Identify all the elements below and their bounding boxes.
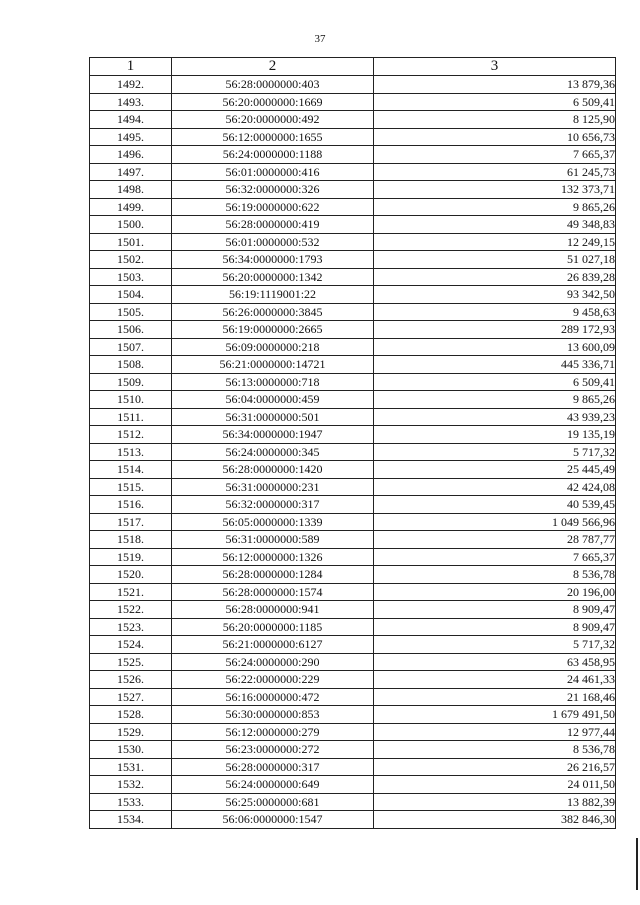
cadastral-number: 56:28:0000000:419 <box>172 216 374 234</box>
row-number: 1528. <box>90 706 172 724</box>
table-row <box>90 76 616 94</box>
table-row <box>90 408 616 426</box>
cadastral-number: 56:31:0000000:231 <box>172 478 374 496</box>
row-number: 1495. <box>90 128 172 146</box>
table-row <box>90 426 616 444</box>
table-row <box>90 601 616 619</box>
cadastral-value: 49 348,83 <box>374 216 616 234</box>
table-row <box>90 618 616 636</box>
cadastral-value: 289 172,93 <box>374 321 616 339</box>
table-row <box>90 251 616 269</box>
row-number: 1509. <box>90 373 172 391</box>
cadastral-number: 56:26:0000000:3845 <box>172 303 374 321</box>
row-number: 1515. <box>90 478 172 496</box>
cadastral-value-table <box>89 57 616 829</box>
table-row <box>90 776 616 794</box>
cadastral-number: 56:24:0000000:290 <box>172 653 374 671</box>
table-row <box>90 548 616 566</box>
cadastral-value: 6 509,41 <box>374 373 616 391</box>
cadastral-value: 1 679 491,50 <box>374 706 616 724</box>
table-row <box>90 671 616 689</box>
table-body <box>90 76 616 829</box>
table-row <box>90 356 616 374</box>
row-number: 1499. <box>90 198 172 216</box>
row-number: 1513. <box>90 443 172 461</box>
table-row <box>90 111 616 129</box>
row-number: 1504. <box>90 286 172 304</box>
cadastral-value: 51 027,18 <box>374 251 616 269</box>
cadastral-value: 25 445,49 <box>374 461 616 479</box>
row-number: 1531. <box>90 758 172 776</box>
cadastral-value: 63 458,95 <box>374 653 616 671</box>
cadastral-number: 56:20:0000000:1342 <box>172 268 374 286</box>
cadastral-number: 56:13:0000000:718 <box>172 373 374 391</box>
cadastral-value: 6 509,41 <box>374 93 616 111</box>
cadastral-value: 26 216,57 <box>374 758 616 776</box>
row-number: 1496. <box>90 146 172 164</box>
cadastral-value: 10 656,73 <box>374 128 616 146</box>
row-number: 1494. <box>90 111 172 129</box>
cadastral-value: 13 879,36 <box>374 76 616 94</box>
table-row <box>90 758 616 776</box>
table-row <box>90 216 616 234</box>
cadastral-value: 93 342,50 <box>374 286 616 304</box>
cadastral-number: 56:34:0000000:1947 <box>172 426 374 444</box>
cadastral-number: 56:01:0000000:416 <box>172 163 374 181</box>
row-number: 1518. <box>90 531 172 549</box>
cadastral-number: 56:23:0000000:272 <box>172 741 374 759</box>
table-row <box>90 338 616 356</box>
row-number: 1507. <box>90 338 172 356</box>
cadastral-value: 8 909,47 <box>374 601 616 619</box>
cadastral-number: 56:20:0000000:1185 <box>172 618 374 636</box>
cadastral-number: 56:32:0000000:317 <box>172 496 374 514</box>
cadastral-value: 7 665,37 <box>374 548 616 566</box>
row-number: 1508. <box>90 356 172 374</box>
cadastral-number: 56:31:0000000:501 <box>172 408 374 426</box>
cadastral-value: 132 373,71 <box>374 181 616 199</box>
cadastral-value: 9 865,26 <box>374 198 616 216</box>
cadastral-value: 8 536,78 <box>374 741 616 759</box>
table-row <box>90 531 616 549</box>
row-number: 1521. <box>90 583 172 601</box>
table-row <box>90 478 616 496</box>
cadastral-number: 56:28:0000000:403 <box>172 76 374 94</box>
cadastral-value: 19 135,19 <box>374 426 616 444</box>
cadastral-number: 56:09:0000000:218 <box>172 338 374 356</box>
cadastral-number: 56:21:0000000:14721 <box>172 356 374 374</box>
cadastral-value: 445 336,71 <box>374 356 616 374</box>
column-header-3: 3 <box>374 58 616 76</box>
table-row <box>90 391 616 409</box>
row-number: 1512. <box>90 426 172 444</box>
row-number: 1497. <box>90 163 172 181</box>
cadastral-value: 12 977,44 <box>374 723 616 741</box>
table-header-row <box>90 58 616 76</box>
row-number: 1526. <box>90 671 172 689</box>
table-row <box>90 321 616 339</box>
cadastral-number: 56:22:0000000:229 <box>172 671 374 689</box>
row-number: 1529. <box>90 723 172 741</box>
row-number: 1517. <box>90 513 172 531</box>
table-row <box>90 566 616 584</box>
table-row <box>90 723 616 741</box>
cadastral-number: 56:34:0000000:1793 <box>172 251 374 269</box>
table-row <box>90 583 616 601</box>
row-number: 1514. <box>90 461 172 479</box>
row-number: 1505. <box>90 303 172 321</box>
table-row <box>90 706 616 724</box>
cadastral-value: 26 839,28 <box>374 268 616 286</box>
cadastral-number: 56:28:0000000:1420 <box>172 461 374 479</box>
row-number: 1493. <box>90 93 172 111</box>
cadastral-number: 56:28:0000000:941 <box>172 601 374 619</box>
table-row <box>90 163 616 181</box>
table-row <box>90 286 616 304</box>
cadastral-value: 21 168,46 <box>374 688 616 706</box>
cadastral-value: 382 846,30 <box>374 811 616 829</box>
cadastral-number: 56:24:0000000:345 <box>172 443 374 461</box>
table-row <box>90 688 616 706</box>
cadastral-number: 56:20:0000000:492 <box>172 111 374 129</box>
table-row <box>90 443 616 461</box>
table-row <box>90 128 616 146</box>
row-number: 1500. <box>90 216 172 234</box>
row-number: 1501. <box>90 233 172 251</box>
table-row <box>90 461 616 479</box>
column-header-2: 2 <box>172 58 374 76</box>
cadastral-value: 5 717,32 <box>374 636 616 654</box>
cadastral-number: 56:12:0000000:1326 <box>172 548 374 566</box>
row-number: 1519. <box>90 548 172 566</box>
cadastral-number: 56:16:0000000:472 <box>172 688 374 706</box>
cadastral-number: 56:28:0000000:1284 <box>172 566 374 584</box>
row-number: 1498. <box>90 181 172 199</box>
cadastral-value: 12 249,15 <box>374 233 616 251</box>
cadastral-number: 56:12:0000000:1655 <box>172 128 374 146</box>
cadastral-value: 42 424,08 <box>374 478 616 496</box>
cadastral-number: 56:05:0000000:1339 <box>172 513 374 531</box>
cadastral-value: 13 882,39 <box>374 793 616 811</box>
cadastral-value: 61 245,73 <box>374 163 616 181</box>
cadastral-number: 56:04:0000000:459 <box>172 391 374 409</box>
cadastral-value: 8 125,90 <box>374 111 616 129</box>
cadastral-value: 24 461,33 <box>374 671 616 689</box>
cadastral-number: 56:19:0000000:2665 <box>172 321 374 339</box>
cadastral-value: 7 665,37 <box>374 146 616 164</box>
table-row <box>90 268 616 286</box>
table-row <box>90 741 616 759</box>
cadastral-value: 5 717,32 <box>374 443 616 461</box>
column-header-1: 1 <box>90 58 172 76</box>
table-row <box>90 653 616 671</box>
cadastral-value: 8 909,47 <box>374 618 616 636</box>
cadastral-number: 56:28:0000000:317 <box>172 758 374 776</box>
cadastral-value: 20 196,00 <box>374 583 616 601</box>
table-row <box>90 198 616 216</box>
row-number: 1511. <box>90 408 172 426</box>
row-number: 1510. <box>90 391 172 409</box>
row-number: 1530. <box>90 741 172 759</box>
table-row <box>90 303 616 321</box>
row-number: 1492. <box>90 76 172 94</box>
table-row <box>90 146 616 164</box>
table-row <box>90 93 616 111</box>
row-number: 1534. <box>90 811 172 829</box>
row-number: 1532. <box>90 776 172 794</box>
table-row <box>90 181 616 199</box>
page-number: 37 <box>314 33 326 45</box>
table-row <box>90 513 616 531</box>
cadastral-number: 56:06:0000000:1547 <box>172 811 374 829</box>
cadastral-value: 40 539,45 <box>374 496 616 514</box>
cadastral-number: 56:21:0000000:6127 <box>172 636 374 654</box>
row-number: 1523. <box>90 618 172 636</box>
cadastral-number: 56:12:0000000:279 <box>172 723 374 741</box>
cadastral-number: 56:20:0000000:1669 <box>172 93 374 111</box>
cadastral-number: 56:28:0000000:1574 <box>172 583 374 601</box>
table-row <box>90 811 616 829</box>
cadastral-number: 56:24:0000000:1188 <box>172 146 374 164</box>
table-row <box>90 233 616 251</box>
cadastral-value: 24 011,50 <box>374 776 616 794</box>
table-row <box>90 793 616 811</box>
cadastral-value: 9 865,26 <box>374 391 616 409</box>
table-row <box>90 373 616 391</box>
page-edge-line <box>636 838 638 890</box>
row-number: 1524. <box>90 636 172 654</box>
cadastral-value: 43 939,23 <box>374 408 616 426</box>
row-number: 1527. <box>90 688 172 706</box>
row-number: 1516. <box>90 496 172 514</box>
cadastral-value: 8 536,78 <box>374 566 616 584</box>
row-number: 1522. <box>90 601 172 619</box>
cadastral-number: 56:25:0000000:681 <box>172 793 374 811</box>
cadastral-number: 56:19:1119001:22 <box>172 286 374 304</box>
row-number: 1502. <box>90 251 172 269</box>
cadastral-number: 56:24:0000000:649 <box>172 776 374 794</box>
cadastral-number: 56:19:0000000:622 <box>172 198 374 216</box>
table-row <box>90 636 616 654</box>
cadastral-number: 56:01:0000000:532 <box>172 233 374 251</box>
row-number: 1506. <box>90 321 172 339</box>
cadastral-value: 9 458,63 <box>374 303 616 321</box>
cadastral-value: 28 787,77 <box>374 531 616 549</box>
row-number: 1533. <box>90 793 172 811</box>
table-row <box>90 496 616 514</box>
cadastral-number: 56:30:0000000:853 <box>172 706 374 724</box>
cadastral-value: 1 049 566,96 <box>374 513 616 531</box>
row-number: 1520. <box>90 566 172 584</box>
cadastral-number: 56:31:0000000:589 <box>172 531 374 549</box>
row-number: 1503. <box>90 268 172 286</box>
cadastral-value: 13 600,09 <box>374 338 616 356</box>
row-number: 1525. <box>90 653 172 671</box>
cadastral-number: 56:32:0000000:326 <box>172 181 374 199</box>
